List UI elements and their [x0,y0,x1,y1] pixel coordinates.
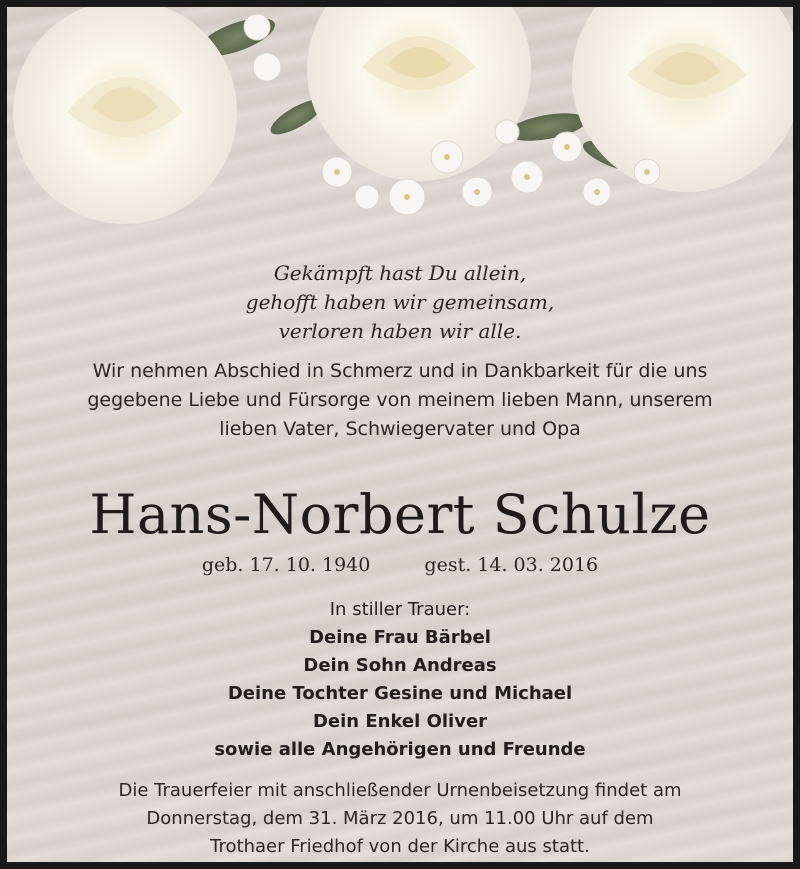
farewell-intro [7,357,793,444]
intro-line: Wir nehmen Abschied in Schmerz und in Dankbarkeit für die uns [92,360,708,382]
birth-date: geb. 17. 10. 1940 [201,554,371,576]
memorial-poem [7,259,793,346]
mourner-name: Dein Sohn Andreas [303,655,497,676]
mourners-lead: In stiller Trauer: [329,599,471,620]
deceased-name: Hans-Norbert Schulze [89,483,711,546]
white-roses-image [7,7,793,247]
intro-line: gegebene Liebe und Fürsorge von meinem lieben Mann, unserem [87,389,713,411]
ceremony-line: Trothaer Friedhof von der Kirche aus statt. [210,836,590,857]
mourners-list [7,596,793,764]
life-dates [7,551,793,579]
mourner-name: sowie alle Angehörigen und Freunde [214,739,586,760]
mourner-name: Deine Tochter Gesine und Michael [227,683,573,704]
obituary-card [7,7,793,862]
death-date: gest. 14. 03. 2016 [424,554,599,576]
intro-line: lieben Vater, Schwiegervater und Opa [219,418,581,440]
mourner-name: Dein Enkel Oliver [312,711,488,732]
poem-line: Gekämpft hast Du allein, [273,261,527,285]
ceremony-line: Die Trauerfeier mit anschließender Urnenbeisetzung findet am [118,780,682,801]
ceremony-line: Donnerstag, dem 31. März 2016, um 11.00 Uhr auf dem [146,808,654,829]
poem-line: verloren haben wir alle. [278,319,522,343]
ceremony-notice [7,777,793,861]
mourner-name: Deine Frau Bärbel [309,627,491,648]
poem-line: gehofft haben wir gemeinsam, [245,290,555,314]
